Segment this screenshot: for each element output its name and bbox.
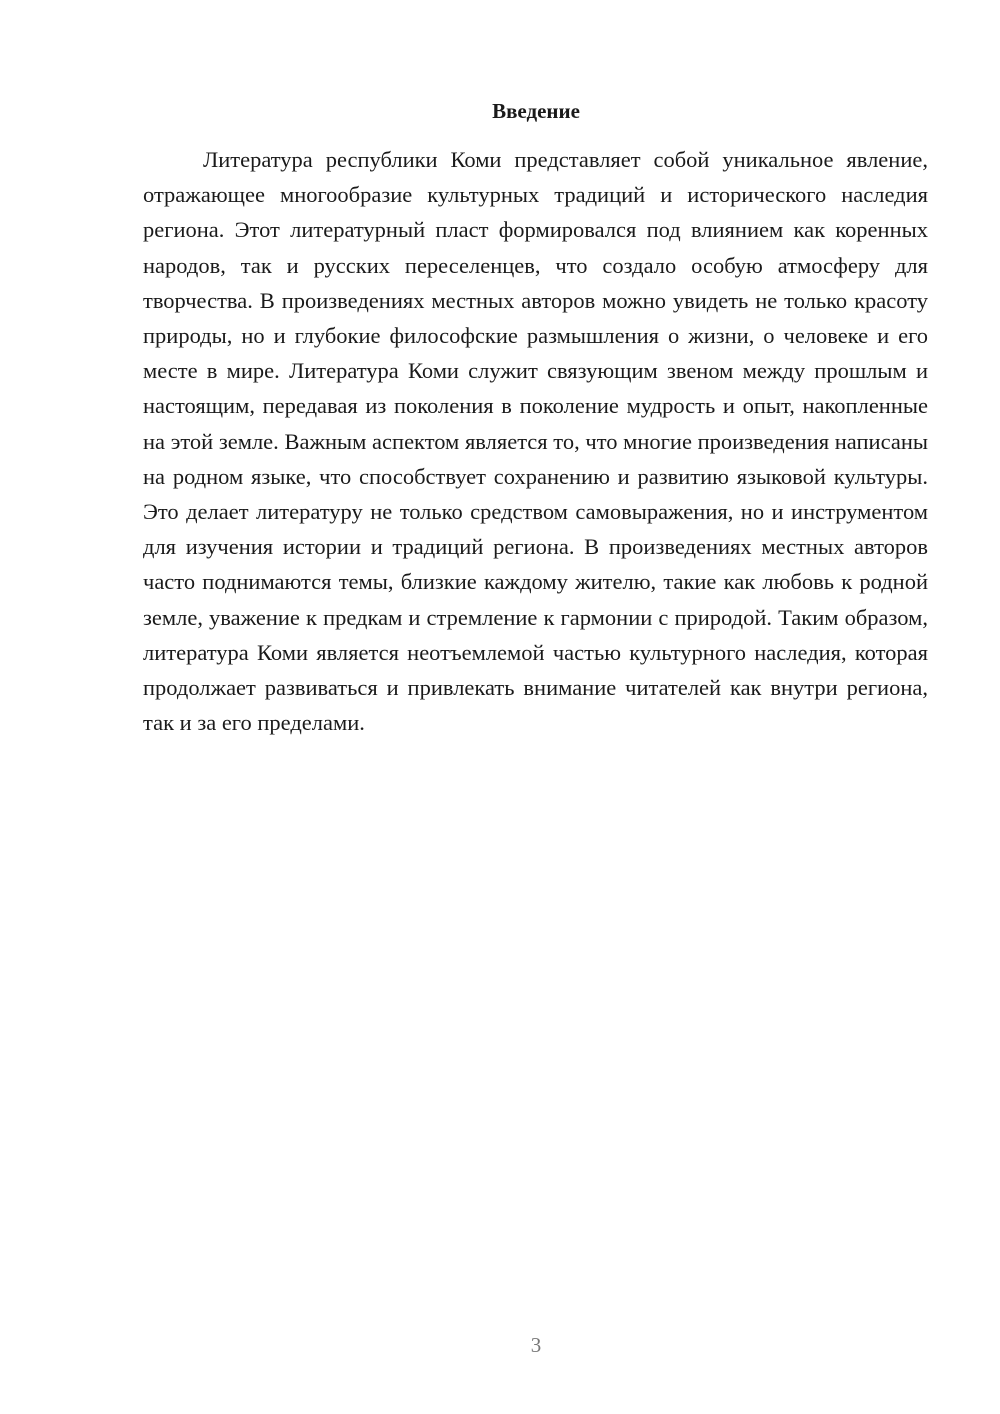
body-paragraph: Литература республики Коми представляет собой уникальное явление, отражающее многообразие культурных традиций и исторического наследия региона. Этот литературный пласт формировался под влиянием как коренных народов, так и русских переселенцев, что создало особую атмосферу для творчества. В произведениях местных авторов можно увидеть не только красоту природы, но и глубокие философские размышления о жизни, о человеке и его месте в мире. Литература Коми служит связующим звеном между прошлым и настоящим, передавая из поколения в поколение мудрость и опыт, накопленные на этой земле. Важным аспектом является то, что многие произведения написаны на родном языке, что способствует сохранению и развитию языковой культуры. Это делает литературу не только средством самовыражения, но и инструментом для изучения истории и традиций региона. В произведениях местных авторов часто поднимаются темы, близкие каждому жителю, такие как любовь к родной земле, уважение к предкам и стремление к гармонии с природой. Таким образом, литература Коми является неотъемлемой частью культурного наследия, которая продолжает развиваться и привлекать внимание читателей как внутри региона, так и за его пределами.	[143, 147, 928, 736]
page-number: 3	[530, 1333, 542, 1357]
section-heading: Введение	[492, 99, 580, 123]
